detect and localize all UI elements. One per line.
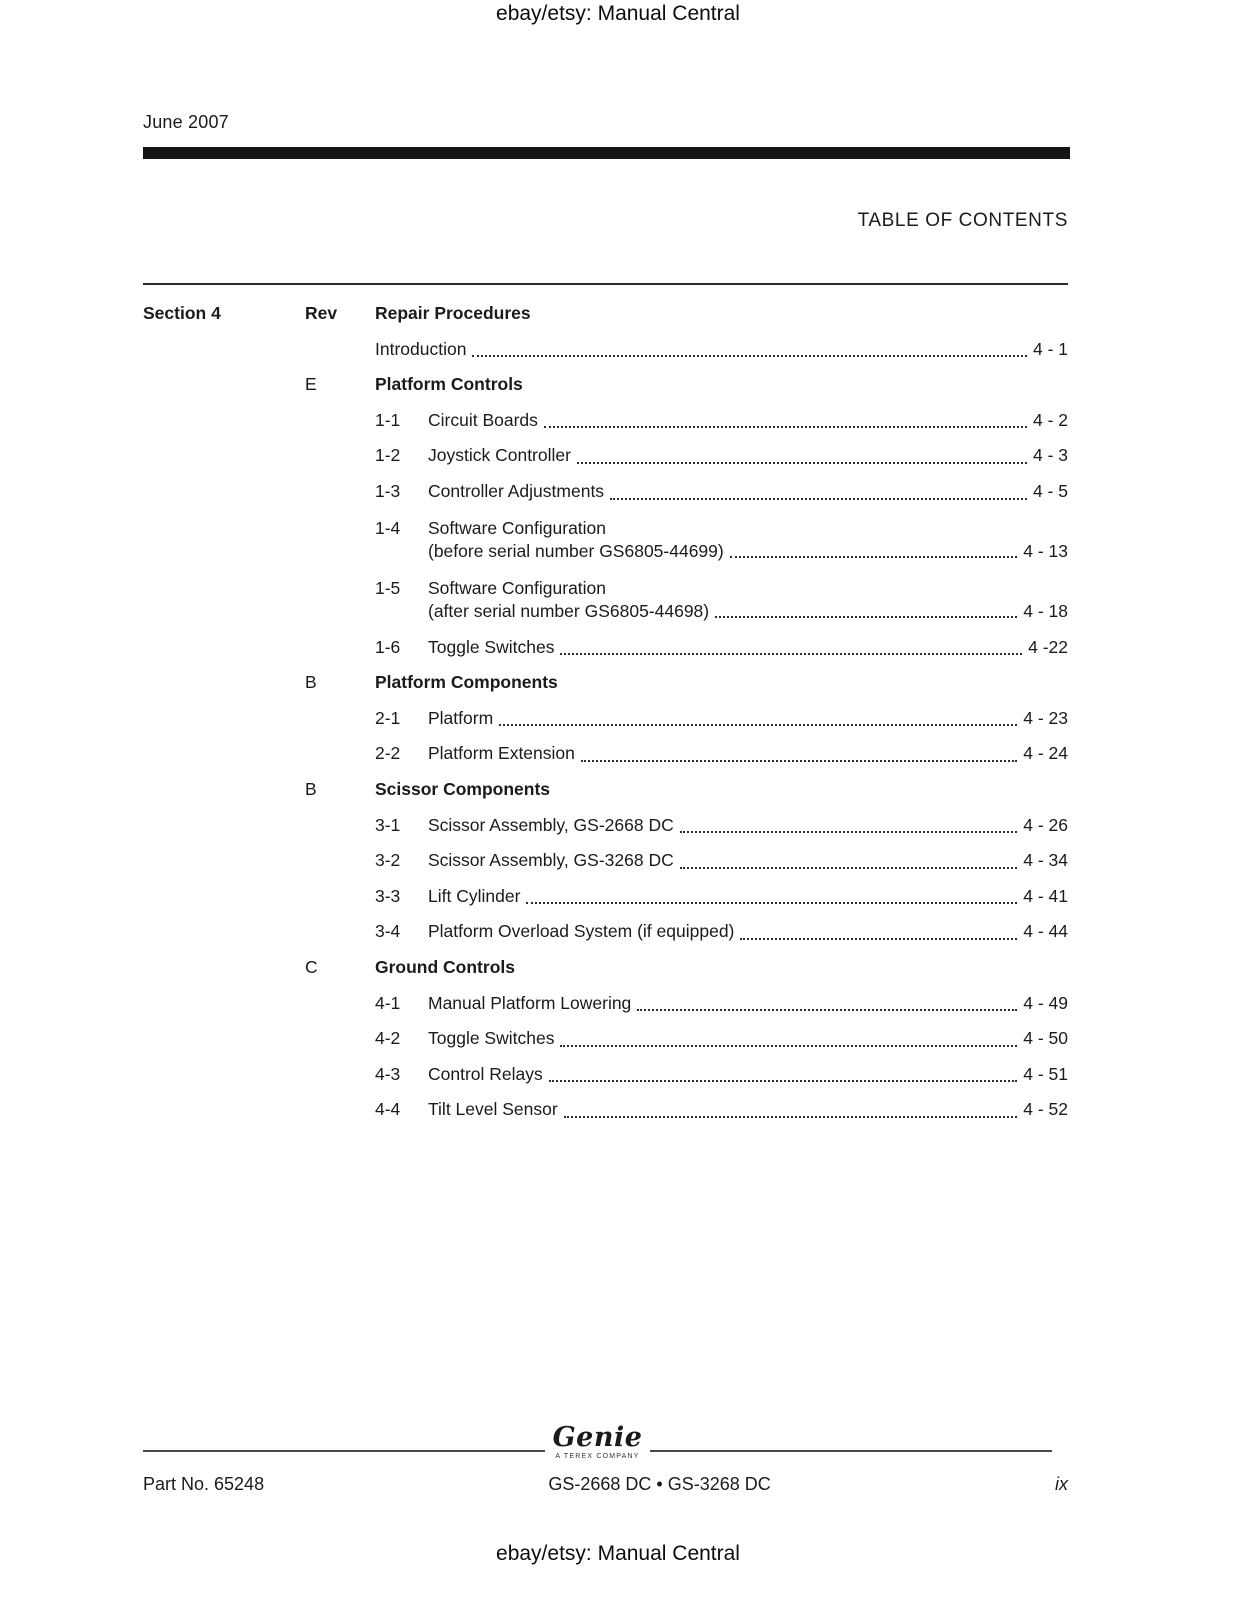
toc-entry	[143, 986, 1068, 1022]
group-title: Ground Controls	[375, 956, 515, 977]
dot-leader	[560, 1021, 1017, 1047]
entry-title: Platform Overload System (if equipped)	[428, 921, 735, 942]
entry-page: 4 - 24	[1023, 743, 1068, 764]
toc-entry	[143, 630, 1068, 666]
spacer	[305, 1021, 375, 1057]
dot-leader	[560, 630, 1022, 656]
entry-page: 4 - 50	[1023, 1028, 1068, 1049]
toc-group-row	[143, 772, 1068, 808]
entry-title: Introduction	[375, 338, 467, 359]
spacer	[305, 630, 375, 666]
toc-rev-label: Rev	[305, 303, 338, 323]
dot-leader	[526, 879, 1017, 905]
entry-page: 4 - 23	[1023, 707, 1068, 728]
rev-letter: E	[305, 374, 317, 395]
entry-page: 4 - 51	[1023, 1063, 1068, 1084]
entry-number: 2-2	[375, 743, 401, 764]
spacer	[305, 438, 375, 474]
group-title: Scissor Components	[375, 778, 551, 799]
footer-page-number: ix	[1055, 1474, 1068, 1494]
toc-entry	[143, 736, 1068, 772]
toc-entry	[143, 701, 1068, 737]
toc-entry	[143, 879, 1068, 915]
entry-number: 1-1	[375, 409, 401, 430]
dot-leader	[564, 1092, 1018, 1118]
toc-entry	[143, 843, 1068, 879]
genie-logo	[545, 1424, 651, 1461]
entry-title: Manual Platform Lowering	[428, 992, 632, 1013]
page-footer	[143, 1424, 1068, 1495]
entry-subtitle: (before serial number GS6805-44699)	[428, 540, 724, 561]
entry-title: Control Relays	[428, 1063, 543, 1084]
entry-page: 4 - 13	[1023, 540, 1068, 561]
entry-page: 4 - 41	[1023, 885, 1068, 906]
entry-title: Scissor Assembly, GS-2668 DC	[428, 814, 674, 835]
entry-number: 1-2	[375, 445, 401, 466]
entry-page: 4 - 5	[1032, 480, 1068, 501]
top-watermark: ebay/etsy: Manual Central	[496, 2, 740, 25]
spacer	[305, 808, 375, 844]
entry-title: Controller Adjustments	[428, 480, 605, 501]
table-of-contents	[143, 296, 1068, 1128]
entry-title: Circuit Boards	[428, 409, 538, 430]
toc-entry	[143, 332, 1068, 368]
spacer	[143, 367, 305, 403]
spacer	[143, 517, 305, 570]
entry-title: Platform Extension	[428, 743, 575, 764]
toc-section-label: Section 4	[143, 303, 221, 323]
toc-group-row	[143, 367, 1068, 403]
footer-rule-left	[143, 1450, 545, 1452]
dot-leader	[730, 540, 1018, 558]
toc-entry	[143, 1057, 1068, 1093]
spacer	[143, 950, 305, 986]
spacer	[143, 665, 305, 701]
entry-page: 4 - 3	[1032, 445, 1068, 466]
spacer	[305, 986, 375, 1022]
spacer	[305, 1057, 375, 1093]
spacer	[143, 577, 305, 630]
spacer	[305, 403, 375, 439]
entry-page: 4 - 34	[1023, 850, 1068, 871]
entry-title: Software Configuration	[428, 577, 607, 598]
genie-logo-text: Genie	[552, 1422, 643, 1453]
issue-date: June 2007	[143, 112, 229, 132]
entry-number: 1-5	[375, 577, 401, 598]
dot-leader	[740, 914, 1017, 940]
entry-number: 3-4	[375, 921, 401, 942]
spacer	[305, 879, 375, 915]
dot-leader	[577, 438, 1027, 464]
entry-subtitle: (after serial number GS6805-44698)	[428, 600, 710, 621]
entry-number: 1-6	[375, 636, 401, 657]
entry-number: 2-1	[375, 707, 401, 728]
entry-page: 4 - 49	[1023, 992, 1068, 1013]
dot-leader	[544, 403, 1027, 429]
spacer	[143, 403, 305, 439]
entry-page: 4 - 44	[1023, 921, 1068, 942]
spacer	[143, 1092, 305, 1128]
dot-leader	[581, 736, 1017, 762]
spacer	[143, 701, 305, 737]
entry-page: 4 - 2	[1032, 409, 1068, 430]
page-title: TABLE OF CONTENTS	[857, 210, 1068, 231]
entry-page: 4 - 52	[1023, 1099, 1068, 1120]
spacer	[143, 630, 305, 666]
toc-entry	[143, 403, 1068, 439]
dot-leader	[680, 843, 1018, 869]
entry-page: 4 - 26	[1023, 814, 1068, 835]
entry-number: 1-3	[375, 480, 401, 501]
spacer	[143, 1021, 305, 1057]
rev-letter: C	[305, 956, 318, 977]
entry-page: 4 -22	[1028, 636, 1068, 657]
spacer	[143, 474, 305, 510]
toc-entry	[143, 808, 1068, 844]
bottom-watermark: ebay/etsy: Manual Central	[496, 1542, 740, 1565]
toc-top-rule	[143, 283, 1068, 285]
spacer	[143, 332, 305, 368]
toc-group-row	[143, 665, 1068, 701]
toc-entry-two-line	[143, 570, 1068, 630]
dot-leader	[637, 986, 1017, 1012]
spacer	[305, 736, 375, 772]
toc-section-title: Repair Procedures	[375, 303, 531, 323]
rev-letter: B	[305, 672, 317, 693]
entry-number: 4-4	[375, 1099, 401, 1120]
entry-number: 3-1	[375, 814, 401, 835]
entry-title: Toggle Switches	[428, 1028, 555, 1049]
part-number: Part No. 65248	[143, 1474, 265, 1494]
spacer	[375, 600, 428, 623]
dot-leader	[680, 808, 1018, 834]
entry-number: 3-3	[375, 885, 401, 906]
spacer	[305, 332, 375, 368]
toc-entry	[143, 914, 1068, 950]
entry-title: Toggle Switches	[428, 636, 555, 657]
spacer	[305, 843, 375, 879]
entry-title: Joystick Controller	[428, 445, 571, 466]
entry-number: 1-4	[375, 517, 401, 538]
dot-leader	[499, 701, 1017, 727]
spacer	[305, 517, 375, 570]
group-title: Platform Components	[375, 672, 558, 693]
dot-leader	[549, 1057, 1017, 1083]
dot-leader	[610, 474, 1027, 500]
entry-title: Platform	[428, 707, 494, 728]
toc-group-row	[143, 950, 1068, 986]
spacer	[375, 540, 428, 563]
group-title: Platform Controls	[375, 374, 523, 395]
spacer	[143, 736, 305, 772]
spacer	[305, 914, 375, 950]
rev-letter: B	[305, 778, 317, 799]
toc-entry	[143, 474, 1068, 510]
spacer	[143, 1057, 305, 1093]
entry-title: Lift Cylinder	[428, 885, 521, 906]
footer-models: GS-2668 DC • GS-3268 DC	[548, 1474, 771, 1494]
toc-entry	[143, 438, 1068, 474]
spacer	[305, 701, 375, 737]
spacer	[305, 1092, 375, 1128]
dot-leader	[472, 332, 1027, 358]
spacer	[143, 808, 305, 844]
entry-number: 4-1	[375, 992, 401, 1013]
spacer	[305, 474, 375, 510]
spacer	[143, 879, 305, 915]
entry-title: Software Configuration	[428, 517, 607, 538]
spacer	[305, 577, 375, 630]
entry-page: 4 - 1	[1032, 338, 1068, 359]
toc-entry-two-line	[143, 510, 1068, 570]
toc-entry	[143, 1092, 1068, 1128]
spacer	[143, 438, 305, 474]
entry-number: 4-3	[375, 1063, 401, 1084]
spacer	[143, 914, 305, 950]
toc-entry	[143, 1021, 1068, 1057]
spacer	[143, 843, 305, 879]
entry-number: 3-2	[375, 850, 401, 871]
footer-rule-right	[650, 1450, 1052, 1452]
spacer	[143, 772, 305, 808]
genie-logo-tagline: A TEREX COMPANY	[555, 1453, 640, 1460]
entry-number: 4-2	[375, 1028, 401, 1049]
toc-header-row	[143, 296, 1068, 332]
entry-page: 4 - 18	[1023, 600, 1068, 621]
dot-leader	[715, 600, 1017, 618]
entry-title: Scissor Assembly, GS-3268 DC	[428, 850, 674, 871]
spacer	[143, 986, 305, 1022]
header-thick-rule	[143, 147, 1070, 159]
entry-title: Tilt Level Sensor	[428, 1099, 558, 1120]
